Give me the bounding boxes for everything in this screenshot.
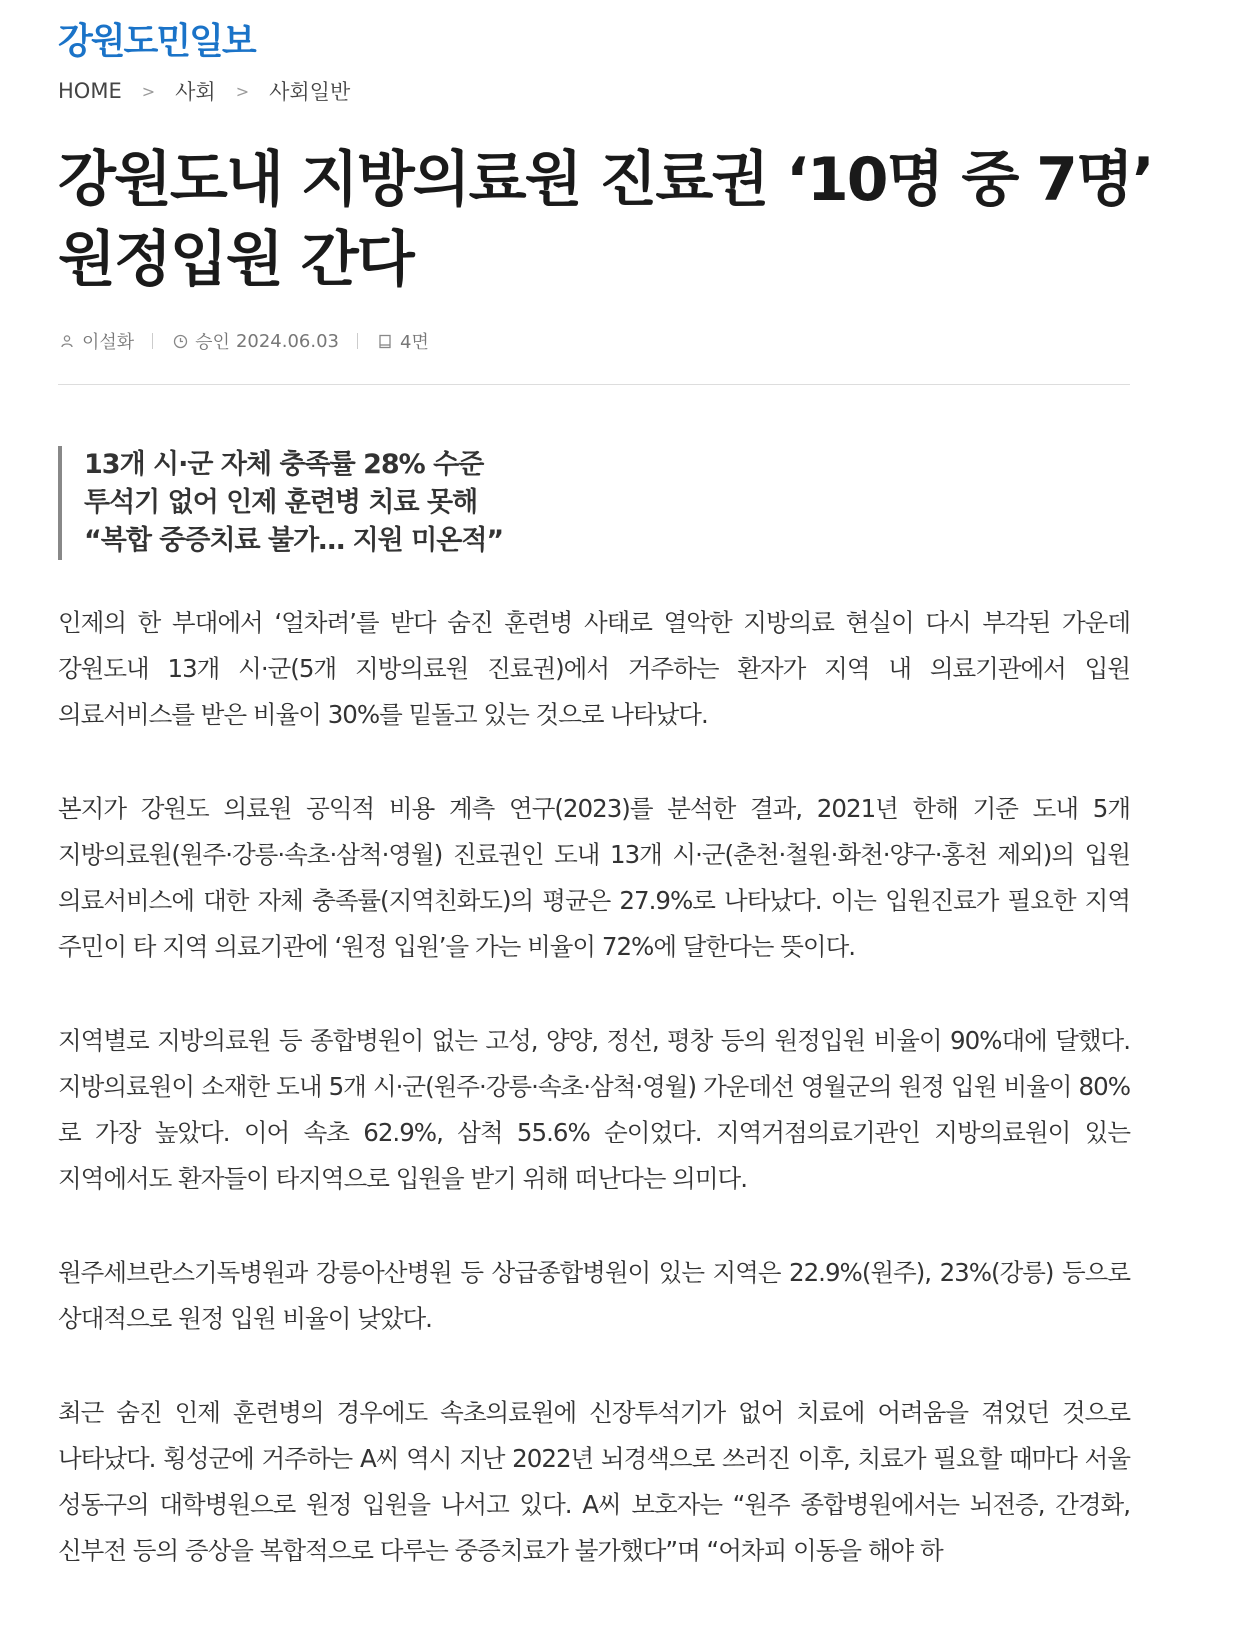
page-info — [376, 328, 429, 354]
article-paragraph: 본지가 강원도 의료원 공익적 비용 계측 연구(2023)를 분석한 결과, 2021년 한해 기준 도내 5개 지방의료원(원주·강릉·속초·삼척·영월) 진료권인 도내 13개 시·군(춘천·철원·화천·양구·홍천 제외)의 입원 의료서비스에 대한 자체 충족률(지역친화도)의 평균은 27.9%로 나타났다. 이는 입원진료가 필요한 지역 주민이 타 지역 의료기관에 ‘원정 입원’을 가는 비율이 72%에 달한다는 뜻이다. — [58, 794, 1130, 961]
article-meta — [58, 326, 429, 356]
page-icon — [376, 332, 394, 350]
meta-divider — [357, 333, 358, 349]
article-paragraph: 인제의 한 부대에서 ‘얼차려’를 받다 숨진 훈련병 사태로 열악한 지방의료 현실이 다시 부각된 가운데 강원도내 13개 시·군(5개 지방의료원 진료권)에서 거주하는 환자가 지역 내 의료기관에서 입원 의료서비스를 받은 비율이 30%를 밑돌고 있는 것으로 나타났다. — [58, 608, 1130, 729]
article-paragraph: 최근 숨진 인제 훈련병의 경우에도 속초의료원에 신장투석기가 없어 치료에 어려움을 겪었던 것으로 나타났다. 횡성군에 거주하는 A씨 역시 지난 2022년 뇌경색으로 쓰러진 이후, 치료가 필요할 때마다 서울 성동구의 대학병원으로 원정 입원을 나서고 있다. A씨 보호자는 “원주 종합병원에서는 뇌전증, 간경화, 신부전 등의 증상을 복합적으로 다루는 중증치료가 불가했다”며 “어차피 이동을 해야 하 — [58, 1398, 1130, 1565]
author-info — [58, 328, 134, 354]
author-name[interactable]: 이설화 — [82, 332, 135, 353]
subheading-line: 13개 시·군 자체 충족률 28% 수준 — [84, 449, 484, 480]
breadcrumb-home[interactable]: HOME — [58, 79, 122, 103]
article-paragraph: 원주세브란스기독병원과 강릉아산병원 등 상급종합병원이 있는 지역은 22.9%(원주), 23%(강릉) 등으로 상대적으로 원정 입원 비율이 낮았다. — [58, 1258, 1130, 1333]
subheading-line: 투석기 없어 인제 훈련병 치료 못해 — [84, 487, 478, 518]
page-number: 4면 — [400, 332, 429, 353]
article-title: 강원도내 지방의료원 진료권 ‘10명 중 7명’ 원정입원 간다 — [58, 145, 1153, 295]
chevron-right-icon: > — [141, 81, 156, 101]
article-body — [58, 600, 1130, 1622]
header-divider — [58, 384, 1130, 385]
site-logo[interactable]: 강원도민일보 — [58, 21, 255, 62]
approved-date-info — [171, 328, 339, 354]
user-icon — [58, 332, 76, 350]
breadcrumb-subsection[interactable]: 사회일반 — [269, 80, 351, 104]
approved-date: 2024.06.03 — [235, 330, 340, 352]
breadcrumb — [58, 76, 350, 106]
article-paragraph: 지역별로 지방의료원 등 종합병원이 없는 고성, 양양, 정선, 평창 등의 원정입원 비율이 90%대에 달했다. 지방의료원이 소재한 도내 5개 시·군(원주·강릉·속초·삼척·영월) 가운데선 영월군의 원정 입원 비율이 80%로 가장 높았다. 이어 속초 62.9%, 삼척 55.6% 순이었다. 지역거점의료기관인 지방의료원이 있는 지역에서도 환자들이 타지역으로 입원을 받기 위해 떠난다는 의미다. — [58, 1026, 1130, 1193]
subheading-line: “복합 중증치료 불가… 지원 미온적” — [84, 525, 504, 556]
clock-icon — [171, 332, 189, 350]
article-subheadings — [58, 446, 984, 560]
approved-label: 승인 — [195, 332, 230, 353]
chevron-right-icon: > — [235, 81, 250, 101]
breadcrumb-section[interactable]: 사회 — [175, 80, 216, 104]
meta-divider — [152, 333, 153, 349]
